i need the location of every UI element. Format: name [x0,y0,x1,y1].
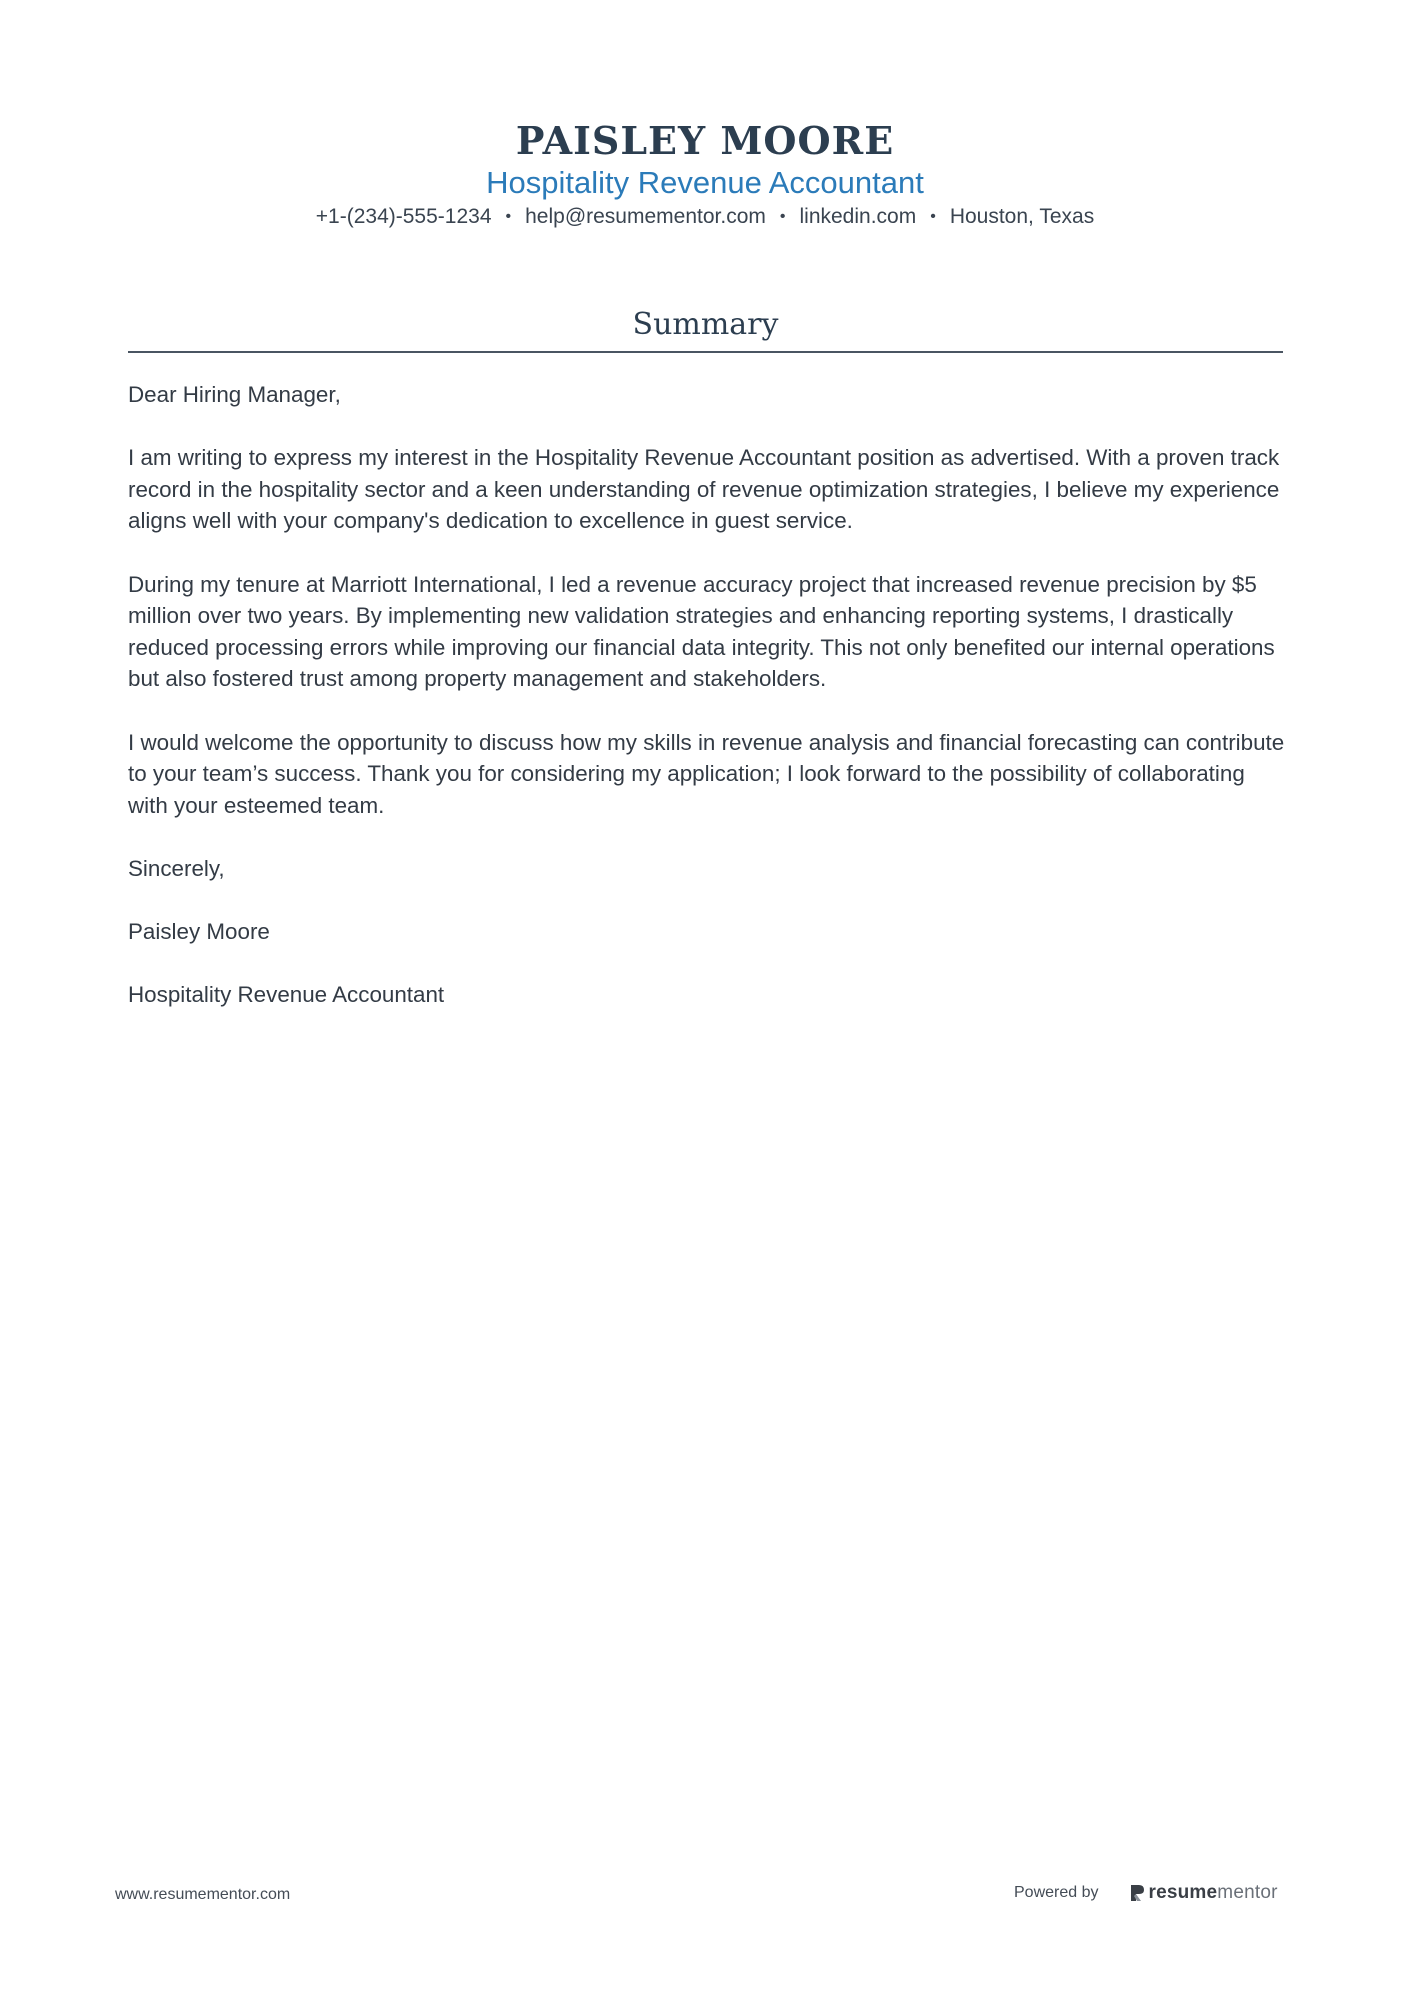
contact-linkedin: linkedin.com [799,205,917,228]
section-divider [128,351,1283,353]
footer-website-link[interactable]: www.resumementor.com [115,1886,291,1903]
letter-paragraph: During my tenure at Marriott International, I led a revenue accuracy project that increased revenue precision by $5 million over two years. By implementing new validation strategies and enhancing reporting systems, I drastically reduced processing errors while improving our financial data integrity. This not only benefited our internal operations but also fostered trust among property management and stakeholders. [128,571,1275,692]
signature-title: Hospitality Revenue Accountant [128,982,445,1008]
contact-location: Houston, Texas [949,205,1095,228]
contact-separator: • [505,208,512,225]
letter-closing: Sincerely, [128,855,225,881]
contact-phone: +1-(234)-555-1234 [315,205,492,228]
contact-email: help@resumementor.com [525,205,766,228]
footer-powered-by [1014,1882,1278,1904]
signature-name: Paisley Moore [128,919,270,945]
applicant-role: Hospitality Revenue Accountant [486,165,924,200]
contact-separator: • [930,208,936,225]
contact-separator: • [779,208,786,225]
contact-line [0,203,1410,233]
section-title-summary: Summary [632,307,779,342]
applicant-name: PAISLEY MOORE [515,118,895,163]
letter-paragraph: I am writing to express my interest in the Hospitality Revenue Accountant position as advertised. With a proven track record in the hospitality sector and a keen understanding of revenue optimization strategies, I believe my experience aligns well with your company's dedication to excellence in guest service. [128,445,1280,534]
letter-paragraph: I would welcome the opportunity to discuss how my skills in revenue analysis and financial forecasting can contribute to your team’s success. Thank you for considering my application; I look forward to the possibility of collaborating with your esteemed team. [128,729,1285,818]
brand-wordmark-bold: resume [1148,1882,1218,1903]
letter-header [0,118,1410,233]
powered-by-label: Powered by [1014,1884,1099,1901]
resumementor-logo[interactable] [1129,1882,1278,1904]
resumementor-logo-icon [1129,1883,1145,1903]
brand-wordmark-light: mentor [1217,1882,1278,1903]
brand-wordmark [1149,1882,1278,1904]
letter-body [128,379,1288,1042]
letter-greeting: Dear Hiring Manager, [128,382,341,407]
